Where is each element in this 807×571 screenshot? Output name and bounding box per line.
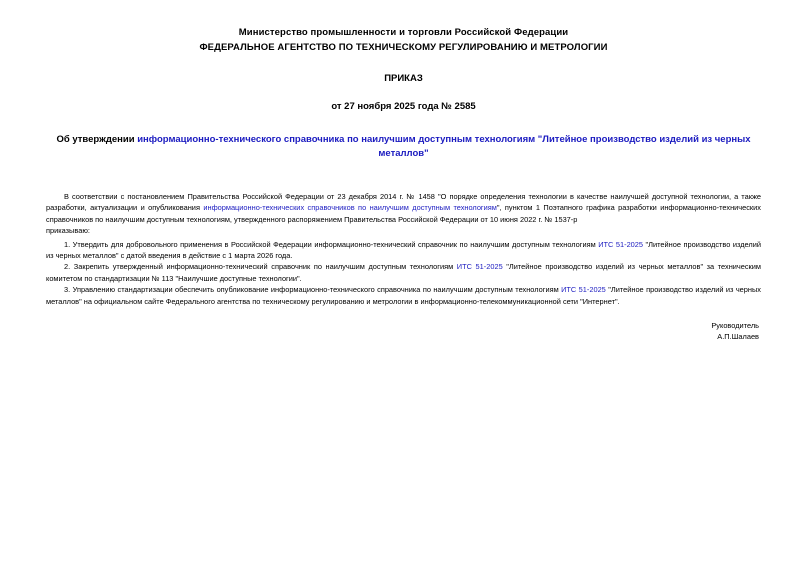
document-title [46, 133, 761, 161]
clause-2-link[interactable]: ИТС 51-2025 [456, 262, 503, 272]
clause-1-link[interactable]: ИТС 51-2025 [598, 239, 644, 249]
clause-1 [46, 239, 761, 262]
signature-block [46, 320, 761, 343]
preamble-link[interactable]: информационно-технических справочников по наилучшим доступным технологиям [203, 203, 497, 213]
document-date: от 27 ноября 2025 года № 2585 [331, 101, 476, 112]
ministry-header: Министерство промышленности и торговли Российской Федерации [238, 27, 569, 38]
clause-3-text-a: 3. Управлению стандартизации обеспечить опубликование информационно-технического справочника по наилучшим доступным технологиям [64, 285, 562, 295]
order-word: приказываю: [46, 226, 90, 236]
clause-1-text-a: 1. Утвердить для добровольного применения в Российской Федерации информационно-технический справочник по наилучшим доступным технологиям [64, 239, 599, 249]
clause-3 [46, 284, 761, 307]
preamble-line-2a: актуализации и опубликования [90, 203, 204, 213]
preamble-line-2b: ", пунктом 1 Поэтапного графика разработки информационно-технических справочников по наилучшим [46, 203, 761, 224]
agency-header: ФЕДЕРАЛЬНОЕ АГЕНТСТВО ПО ТЕХНИЧЕСКОМУ РЕГУЛИРОВАНИЮ И МЕТРОЛОГИИ [199, 42, 608, 53]
clause-2-text-c: стандартизации № 113 "Наилучшие доступные технологии". [94, 273, 302, 283]
preamble-paragraph [46, 191, 761, 225]
document-type: ПРИКАЗ [384, 73, 423, 84]
clause-1-text-c: металлов" с датой введения в действие с 1 марта 2026 года. [82, 251, 293, 261]
preamble-line-1: В соответствии с постановлением Правительства Российской Федерации от 23 декабря 2014 г. № 1458 "О порядке определения технологии в качестве наилучшей доступной технологии, а также разработки, [46, 192, 761, 213]
signer-role: Руководитель [711, 321, 759, 331]
clause-3-link[interactable]: ИТС 51-2025 [561, 285, 606, 295]
clause-3-text-b: "Литейное производство изделий из черных металлов" на [46, 285, 761, 306]
clause-2 [46, 261, 761, 284]
document-title-link[interactable]: информационно-технического справочника по наилучшим доступным технологиям "Литейное производство изделий из черных металлов" [137, 134, 751, 159]
clause-2-text-a: 2. Закрепить утвержденный информационно-технический справочник по наилучшим доступным технологиям [64, 262, 457, 272]
clause-2-text-b: "Литейное производство изделий из черных металлов" за техническим комитетом по [46, 262, 761, 283]
clause-3-text-c: официальном сайте Федерального агентства по техническому регулированию и метрологии в информационно-телекоммуникационной сети "Интернет". [94, 296, 620, 306]
signer-name: А.П.Шалаев [717, 332, 759, 342]
document-body [46, 191, 761, 307]
document-title-prefix: Об утверждении [56, 134, 138, 145]
preamble-line-3: доступным технологиям, утвержденного распоряжением Правительства Российской Федерации от 10 июня 2022 г. № 1537-р [146, 214, 578, 224]
clause-1-text-b: "Литейное производство изделий из черных [46, 239, 761, 261]
